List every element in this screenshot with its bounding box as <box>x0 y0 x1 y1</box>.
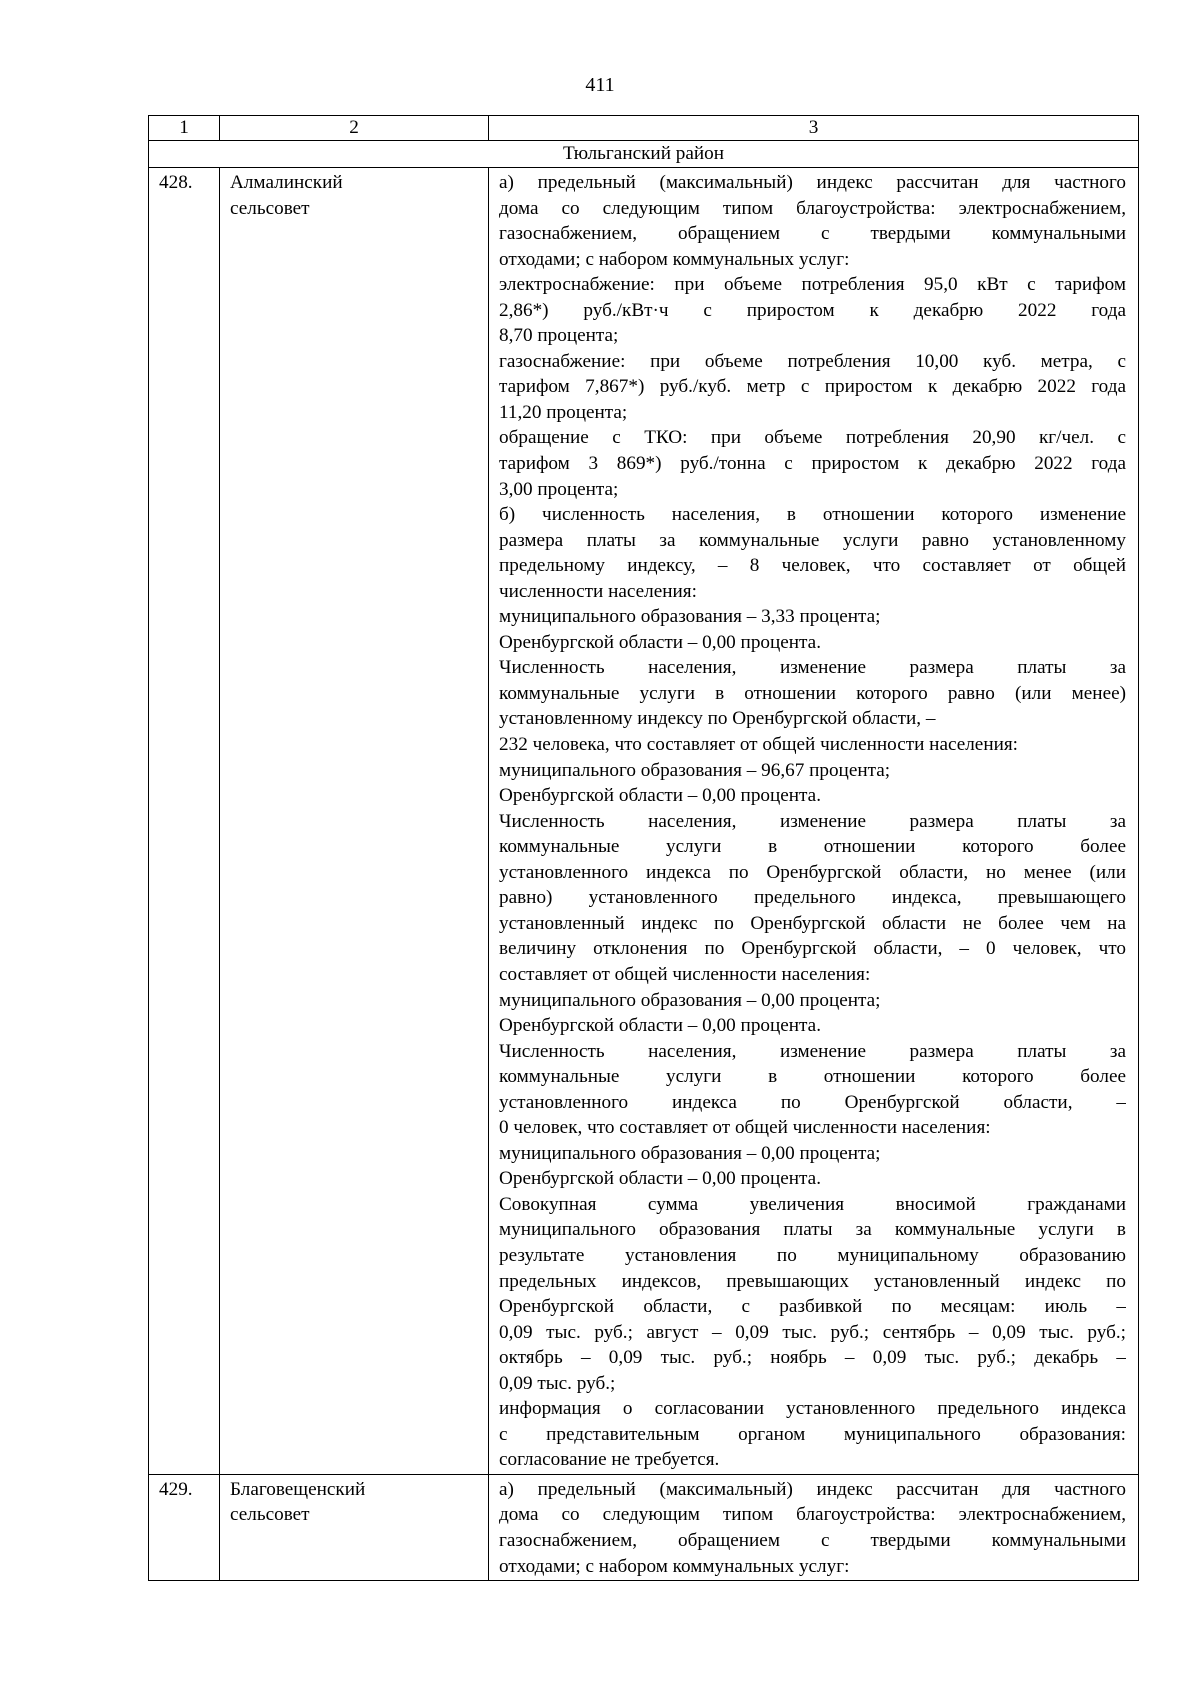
description-line: величину отклонения по Оренбургской области, – 0 человек, что <box>499 938 1126 960</box>
description-line: предельному индексу, – 8 человек, что составляет от общей <box>499 555 1126 577</box>
description-line: с представительным органом муниципального образования: <box>499 1423 1126 1445</box>
table-row <box>149 1474 1139 1580</box>
description-line: Численность населения, изменение размера платы за <box>499 1040 1126 1062</box>
description-line: Оренбургской области – 0,00 процента. <box>499 1015 821 1037</box>
description-line: Совокупная сумма увеличения вносимой гражданами <box>499 1193 1126 1215</box>
description-line: отходами; с набором коммунальных услуг: <box>499 1555 850 1577</box>
settlement-name-line: сельсовет <box>230 1504 310 1526</box>
description-line: октябрь – 0,09 тыс. руб.; ноябрь – 0,09 тыс. руб.; декабрь – <box>499 1347 1126 1369</box>
description-line: Оренбургской области – 0,00 процента. <box>499 1168 821 1190</box>
description-line: 2,86*) руб./кВт·ч с приростом к декабрю 2022 года <box>499 299 1126 321</box>
settlement-name <box>220 168 489 1475</box>
data-table <box>148 115 1139 1581</box>
description-line: муниципального образования платы за коммунальные услуги в <box>499 1219 1126 1241</box>
description-line: тарифом 7,867*) руб./куб. метр с приростом к декабрю 2022 года <box>499 376 1126 398</box>
description-line: дома со следующим типом благоустройства: электроснабжением, <box>499 1504 1126 1526</box>
description-line: результате установления по муниципальному образованию <box>499 1244 1126 1266</box>
page-number: 411 <box>585 74 615 96</box>
description-line: установленный индекс по Оренбургской области не более чем на <box>499 912 1126 934</box>
district-title: Тюльганский район <box>149 141 1139 168</box>
description-line: установленного индекса по Оренбургской области, – <box>499 1091 1126 1113</box>
description-line: муниципального образования – 0,00 процента; <box>499 1142 881 1164</box>
description-line: Оренбургской области – 0,00 процента. <box>499 785 821 807</box>
description-line: установленного индекса по Оренбургской области, но менее (или <box>499 861 1126 883</box>
description-line: 8,70 процента; <box>499 325 619 347</box>
description-line: обращение с ТКО: при объеме потребления 20,90 кг/чел. с <box>499 427 1126 449</box>
description-line: коммунальные услуги в отношении которого более <box>499 836 1126 858</box>
settlement-name-line: сельсовет <box>230 197 310 219</box>
settlement-name-line: Благовещенский <box>230 1478 366 1500</box>
description-line: коммунальные услуги в отношении которого равно (или менее) <box>499 682 1126 704</box>
row-number: 429. <box>149 1474 220 1580</box>
description-line: Оренбургской области, с разбивкой по месяцам: июль – <box>499 1296 1126 1318</box>
description-line: равно) установленного предельного индекса, превышающего <box>499 887 1126 909</box>
description-line: информация о согласовании установленного предельного индекса <box>499 1398 1126 1420</box>
description-line: муниципального образования – 3,33 процента; <box>499 606 881 628</box>
description-line: предельных индексов, превышающих установленный индекс по <box>499 1270 1126 1292</box>
description-line: Численность населения, изменение размера платы за <box>499 657 1126 679</box>
description-line: электроснабжение: при объеме потребления 95,0 кВт с тарифом <box>499 274 1126 296</box>
description-line: б) численность населения, в отношении которого изменение <box>499 504 1126 526</box>
description-cell <box>489 168 1139 1475</box>
description-line: коммунальные услуги в отношении которого более <box>499 1066 1126 1088</box>
settlement-name <box>220 1474 489 1580</box>
column-header-row <box>149 116 1139 141</box>
description-line: установленному индексу по Оренбургской области, – <box>499 708 936 730</box>
table-row <box>149 168 1139 1475</box>
description-line: 0 человек, что составляет от общей численности населения: <box>499 1117 991 1139</box>
description-line: муниципального образования – 96,67 процента; <box>499 759 891 781</box>
description-line: 0,09 тыс. руб.; <box>499 1372 616 1394</box>
description-line: тарифом 3 869*) руб./тонна с приростом к декабрю 2022 года <box>499 453 1126 475</box>
description-cell <box>489 1474 1139 1580</box>
description-line: согласование не требуется. <box>499 1449 720 1471</box>
description-line: 11,20 процента; <box>499 401 628 423</box>
description-line: численности населения: <box>499 580 697 602</box>
description-line: отходами; с набором коммунальных услуг: <box>499 248 850 270</box>
column-header-1: 1 <box>149 116 220 141</box>
settlement-name-line: Алмалинский <box>230 172 343 193</box>
description-line: газоснабжением, обращением с твердыми коммунальными <box>499 1529 1126 1551</box>
description-line: а) предельный (максимальный) индекс рассчитан для частного <box>499 1478 1126 1500</box>
description-line: муниципального образования – 0,00 процента; <box>499 989 881 1011</box>
column-header-3: 3 <box>489 116 1139 141</box>
description-line: Оренбургской области – 0,00 процента. <box>499 631 821 653</box>
description-line: 0,09 тыс. руб.; август – 0,09 тыс. руб.; сентябрь – 0,09 тыс. руб.; <box>499 1321 1126 1343</box>
description-line: дома со следующим типом благоустройства: электроснабжением, <box>499 197 1126 219</box>
description-line: 232 человека, что составляет от общей численности населения: <box>499 734 1019 756</box>
description-line: размера платы за коммунальные услуги равно установленному <box>499 529 1126 551</box>
row-number: 428. <box>149 168 220 1475</box>
description-line: газоснабжением, обращением с твердыми коммунальными <box>499 223 1126 245</box>
description-line: а) предельный (максимальный) индекс рассчитан для частного <box>499 172 1126 193</box>
description-line: Численность населения, изменение размера платы за <box>499 810 1126 832</box>
description-line: 3,00 процента; <box>499 478 619 500</box>
description-line: газоснабжение: при объеме потребления 10,00 куб. метра, с <box>499 350 1126 372</box>
district-row <box>149 141 1139 168</box>
column-header-2: 2 <box>220 116 489 141</box>
description-line: составляет от общей численности населения: <box>499 963 871 985</box>
